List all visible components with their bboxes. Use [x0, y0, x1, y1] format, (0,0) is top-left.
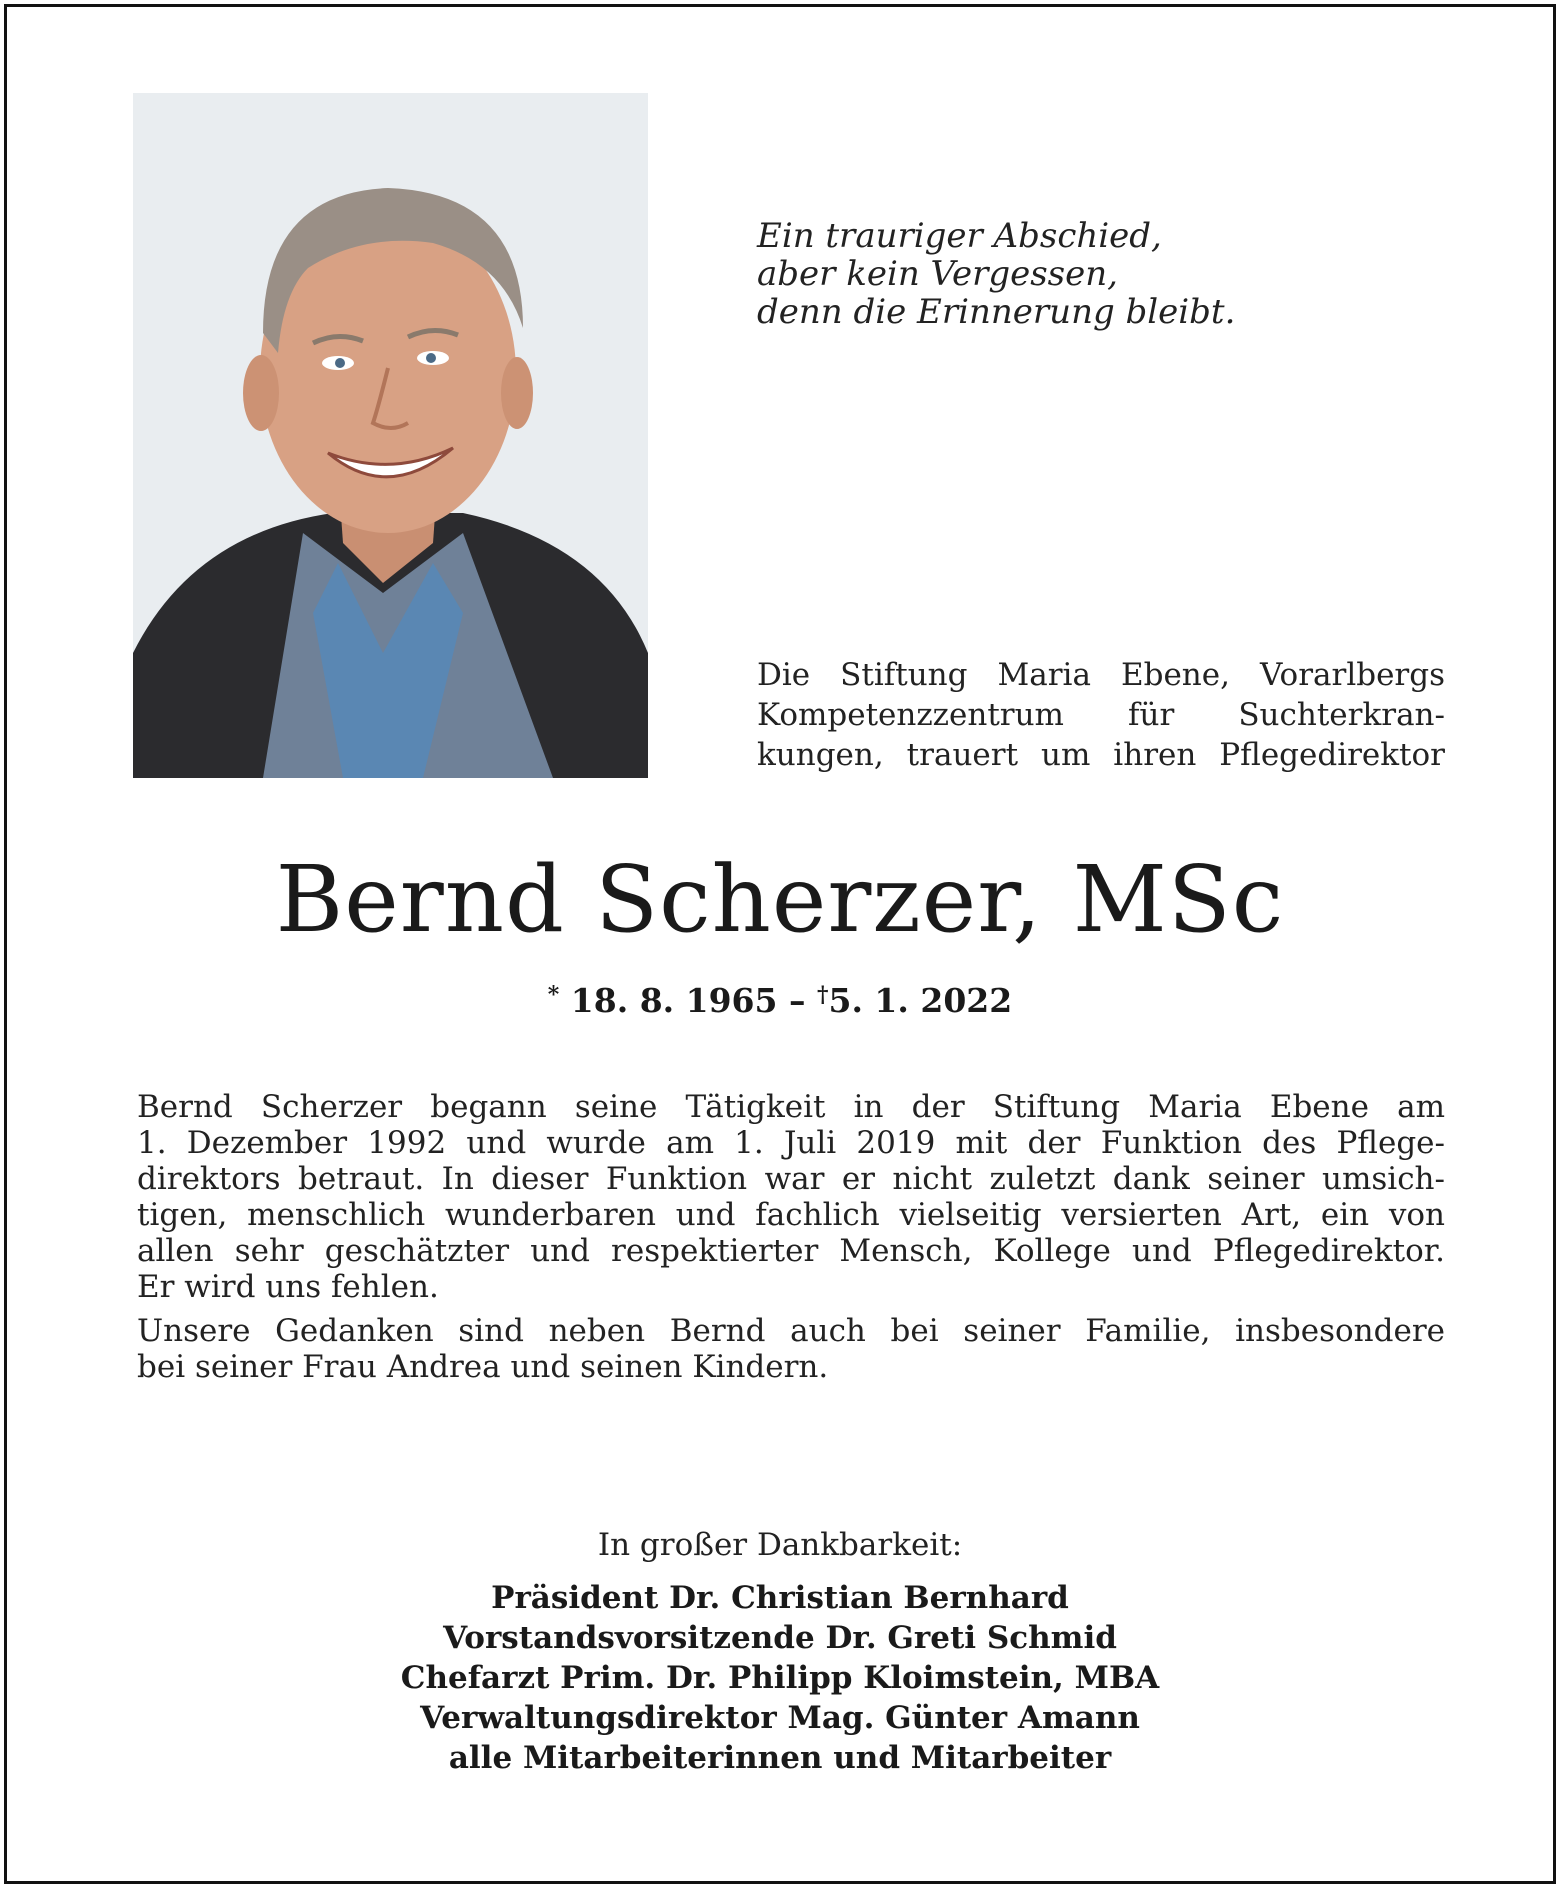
intro-line: Kompetenzzentrum für Suchterkran- [757, 697, 1445, 733]
signers-list [7, 1578, 1553, 1778]
intro-text [757, 655, 1445, 775]
death-date: 5. 1. 2022 [828, 981, 1013, 1020]
birth-date: 18. 8. 1965 [570, 981, 778, 1020]
quote-line: Ein trauriger Abschied, [757, 216, 1162, 256]
intro-line: Die Stiftung Maria Ebene, Vorarlbergs [757, 657, 1445, 693]
text-line: tigen, menschlich wunderbaren und fachlich vielseitig versierten Art, ein von [137, 1197, 1445, 1233]
birth-symbol: * [547, 982, 560, 1008]
text-line: Bernd Scherzer begann seine Tätigkeit in der Stiftung Maria Ebene am [137, 1089, 1445, 1125]
obituary-notice [4, 4, 1556, 1884]
signer: Verwaltungsdirektor Mag. Günter Amann [420, 1700, 1140, 1736]
portrait-photo [133, 93, 648, 778]
intro-line: kungen, trauert um ihren Pflegedirektor [757, 737, 1445, 773]
signer: Präsident Dr. Christian Bernhard [491, 1580, 1069, 1616]
date-separator: – [777, 981, 817, 1020]
tribute-paragraph [137, 1089, 1445, 1305]
tribute-text [137, 1089, 1445, 1385]
signoff: In großer Dankbarkeit: [597, 1527, 963, 1563]
death-symbol: † [816, 982, 829, 1008]
text-line: bei seiner Frau Andrea und seinen Kindern. [137, 1349, 829, 1385]
quote-line: denn die Erinnerung bleibt. [757, 292, 1236, 332]
signer: alle Mitarbeiterinnen und Mitarbeiter [448, 1740, 1112, 1776]
text-line: 1. Dezember 1992 und wurde am 1. Juli 2019 mit der Funktion des Pflege- [137, 1125, 1445, 1161]
life-dates [7, 975, 1553, 1021]
memorial-quote [757, 217, 1457, 331]
text-line: Unsere Gedanken sind neben Bernd auch bei seiner Familie, insbesondere [137, 1313, 1445, 1349]
portrait-illustration [133, 93, 648, 778]
signer: Chefarzt Prim. Dr. Philipp Kloimstein, MBA [400, 1660, 1160, 1696]
text-line: allen sehr geschätzter und respektierter Mensch, Kollege und Pflegedirektor. [137, 1233, 1445, 1269]
tribute-paragraph [137, 1313, 1445, 1385]
text-line: Er wird uns fehlen. [137, 1269, 439, 1305]
deceased-name: Bernd Scherzer, MSc [275, 846, 1285, 953]
text-line: direktors betraut. In dieser Funktion war er nicht zuletzt dank seiner umsich- [137, 1161, 1445, 1197]
quote-line: aber kein Vergessen, [757, 254, 1118, 294]
signer: Vorstandsvorsitzende Dr. Greti Schmid [443, 1620, 1117, 1656]
